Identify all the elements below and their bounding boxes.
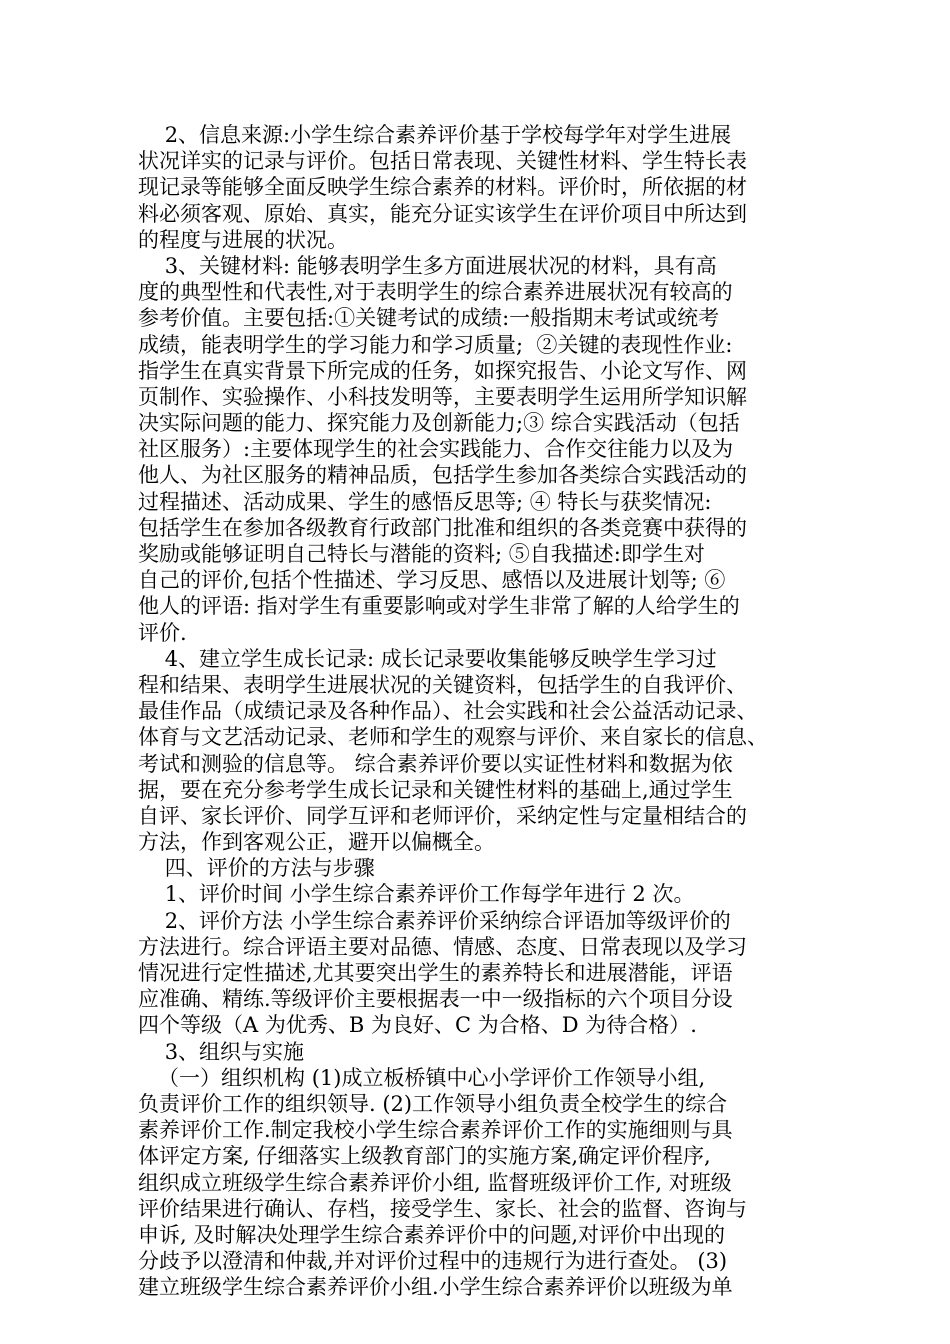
- text-line: 评价结果进行确认、存档，接受学生、家长、社会的监督、咨询与: [138, 1196, 747, 1221]
- text-line: 2、信息来源:小学生综合素养评价基于学校每学年对学生进展: [138, 123, 732, 147]
- text-line: 据，要在充分参考学生成长记录和关键性材料的基础上,通过学生: [138, 777, 733, 802]
- text-line: 程和结果、表明学生进展状况的关键资料，包括学生的自我评价、: [138, 672, 747, 697]
- text-line: 最佳作品（成绩记录及各种作品）、社会实践和社会公益活动记录、: [138, 699, 758, 724]
- text-line: 组织成立班级学生综合素养评价小组, 监督班级评价工作, 对班级: [138, 1170, 732, 1195]
- text-line: 参考价值。主要包括:①关键考试的成绩:一般指期末考试或统考: [138, 306, 720, 331]
- text-line: 过程描述、活动成果、学生的感悟反思等; ④ 特长与获奖情况:: [138, 489, 712, 514]
- text-line: 建立班级学生综合素养评价小组.小学生综合素养评价以班级为单: [138, 1275, 733, 1300]
- text-line: 他人的评语: 指对学生有重要影响或对学生非常了解的人给学生的: [138, 594, 740, 619]
- text-line: 指学生在真实背景下所完成的任务，如探究报告、小论文写作、网: [138, 358, 747, 383]
- text-line: 方法，作到客观公正，避开以偏概全。: [138, 830, 495, 855]
- text-line: 申诉, 及时解决处理学生综合素养评价中的问题,对评价中出现的: [138, 1222, 726, 1247]
- text-line: 素养评价工作.制定我校小学生综合素养评价工作的实施细则与具: [138, 1118, 733, 1143]
- text-line: 包括学生在参加各级教育行政部门批准和组织的各类竞赛中获得的: [138, 515, 747, 540]
- text-line: 成绩，能表明学生的学习能力和学习质量; ②关键的表现性作业:: [138, 332, 733, 357]
- text-line: 方法进行。综合评语主要对品德、情感、态度、日常表现以及学习: [138, 934, 747, 959]
- text-line: 社区服务）:主要体现学生的社会实践能力、合作交往能力以及为: [138, 437, 734, 462]
- text-line: 3、关键材料: 能够表明学生多方面进展状况的材料，具有高: [138, 253, 717, 278]
- section-heading: 四、评价的方法与步骤: [138, 856, 375, 881]
- text-line: 的程度与进展的状况。: [138, 227, 348, 252]
- text-line: 体评定方案, 仔细落实上级教育部门的实施方案,确定评价程序,: [138, 1144, 711, 1169]
- text-line: 应准确、精练.等级评价主要根据表一中一级指标的六个项目分设: [138, 987, 733, 1012]
- text-line: 体育与文艺活动记录、老师和学生的观察与评价、来自家长的信息、: [138, 725, 768, 750]
- text-line: 状况详实的记录与评价。包括日常表现、关键性材料、学生特长表: [138, 149, 747, 174]
- document-body: [138, 122, 838, 1300]
- text-line: 四个等级（A 为优秀、B 为良好、C 为合格、D 为待合格）.: [138, 1013, 697, 1038]
- text-line: 他人、为社区服务的精神品质，包括学生参加各类综合实践活动的: [138, 463, 747, 488]
- text-line: 负责评价工作的组织领导. (2)工作领导小组负责全校学生的综合: [138, 1091, 728, 1116]
- text-line: 页制作、实验操作、小科技发明等，主要表明学生运用所学知识解: [138, 384, 747, 409]
- text-line: 考试和测验的信息等。 综合素养评价要以实证性材料和数据为依: [138, 751, 733, 776]
- text-line: 分歧予以澄清和仲裁,并对评价过程中的违规行为进行查处。 (3): [138, 1249, 728, 1274]
- text-line: 奖励或能够证明自己特长与潜能的资料; ⑤自我描述:即学生对: [138, 542, 705, 566]
- text-line: 度的典型性和代表性,对于表明学生的综合素养进展状况有较高的: [138, 280, 733, 305]
- text-line: 3、组织与实施: [138, 1039, 305, 1064]
- text-line: 料必须客观、原始、真实，能充分证实该学生在评价项目中所达到: [138, 201, 747, 226]
- text-line: 自己的评价,包括个性描述、学习反思、感悟以及进展计划等; ⑥: [138, 568, 726, 593]
- text-line: 评价.: [138, 620, 187, 645]
- text-line: 2、评价方法 小学生综合素养评价采纳综合评语加等级评价的: [138, 908, 731, 933]
- text-line: 自评、家长评价、同学互评和老师评价，采纳定性与定量相结合的: [138, 803, 747, 828]
- text-line: 4、建立学生成长记录: 成长记录要收集能够反映学生学习过: [138, 646, 717, 671]
- text-line: 现记录等能够全面反映学生综合素养的材料。评价时，所依据的材: [138, 175, 747, 200]
- text-line: 决实际问题的能力、探究能力及创新能力;③ 综合实践活动（包括: [138, 411, 740, 436]
- text-line: 情况进行定性描述,尤其要突出学生的素养特长和进展潜能，评语: [138, 961, 733, 985]
- text-line: （一）组织机构 (1)成立板桥镇中心小学评价工作领导小组,: [138, 1065, 706, 1090]
- text-line: 1、评价时间 小学生综合素养评价工作每学年进行 2 次。: [138, 882, 695, 907]
